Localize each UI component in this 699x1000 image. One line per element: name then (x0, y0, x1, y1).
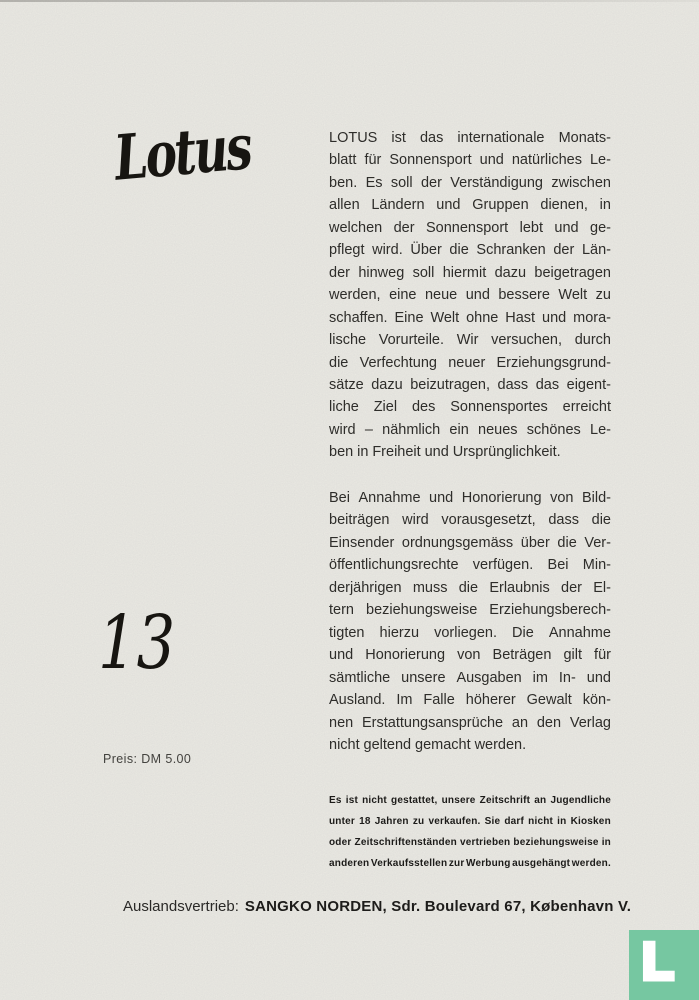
submissions-paragraph (329, 487, 611, 756)
distribution-value: SANGKO NORDEN, Sdr. Boulevard 67, København V. (244, 898, 632, 915)
text-line: tern beziehungsweise Erziehungsberech- (329, 602, 611, 619)
text-line: liche Ziel des Sonnensportes erreicht (329, 399, 611, 416)
text-line: beiträgen wird vorausgesetzt, dass die (329, 512, 611, 529)
text-line: Einsender ordnungsgemäss über die Ver- (329, 534, 611, 551)
page-edge-shadow (0, 0, 699, 2)
distribution-line (123, 897, 631, 917)
text-line: Ausland. Im Falle höherer Gewalt kön- (329, 692, 611, 709)
text-line: wird – nähmlich ein neues schönes Le- (329, 421, 611, 438)
text-line: derjährigen muss die Erlaubnis der El- (329, 579, 611, 596)
text-line: schaffen. Eine Welt ohne Hast und mora- (329, 309, 611, 326)
text-line: lische Vorurteile. Wir versuchen, durch (329, 332, 611, 349)
issue-number: 13 (98, 600, 176, 686)
text-line: nen Erstattungsansprüche an den Verlag (329, 714, 611, 731)
text-line: sätze dazu beizutragen, dass das eigent- (329, 376, 611, 393)
text-line: LOTUS ist das internationale Monats- (329, 130, 611, 146)
text-line: werden, eine neue und bessere Welt zu (329, 287, 611, 304)
text-line: öffentlichungsrechte verfügen. Bei Min- (329, 557, 611, 574)
text-line: tigten hierzu vorliegen. Die Annahme (329, 624, 611, 641)
distribution-label: Auslandsvertrieb: (123, 898, 239, 915)
text-line: sämtliche unsere Ausgaben im In- und (329, 669, 611, 686)
text-line: anderen Verkaufsstellen zur Werbung ausgehängt werden. (329, 858, 611, 869)
text-line: unter 18 Jahren zu verkaufen. Sie darf nicht in Kiosken (329, 816, 611, 827)
text-line: nicht geltend gemacht werden. (329, 736, 527, 753)
text-line: der hinweg soll hiermit dazu beigetragen (329, 264, 611, 281)
watermark-badge (629, 930, 699, 1000)
text-line: allen Ländern und Gruppen dienen, in (329, 197, 611, 214)
watermark-letter: L (642, 933, 674, 991)
text-line: oder Zeitschriftenständen vertrieben beziehungsweise in (329, 837, 611, 848)
text-line: Bei Annahme und Honorierung von Bild- (329, 490, 611, 506)
text-line: Es ist nicht gestattet, unsere Zeitschrift an Jugendliche (329, 795, 611, 806)
price-label: Preis: DM 5.00 (103, 752, 192, 766)
text-line: welchen der Sonnensport lebt und ge- (329, 219, 611, 236)
masthead-logo: Lotus (111, 110, 254, 195)
text-line: blatt für Sonnensport und natürliches Le- (329, 152, 611, 169)
text-line: ben. Es soll der Verständigung zwischen (329, 174, 611, 191)
youth-protection-notice (329, 790, 611, 874)
text-line: die Verfechtung neuer Erziehungsgrund- (329, 354, 611, 371)
text-line: und Honorierung von Beträgen gilt für (329, 647, 611, 664)
text-line: ben in Freiheit und Ursprünglichkeit. (329, 444, 561, 461)
intro-paragraph (329, 127, 611, 464)
text-line: pflegt wird. Über die Schranken der Län- (329, 242, 611, 259)
